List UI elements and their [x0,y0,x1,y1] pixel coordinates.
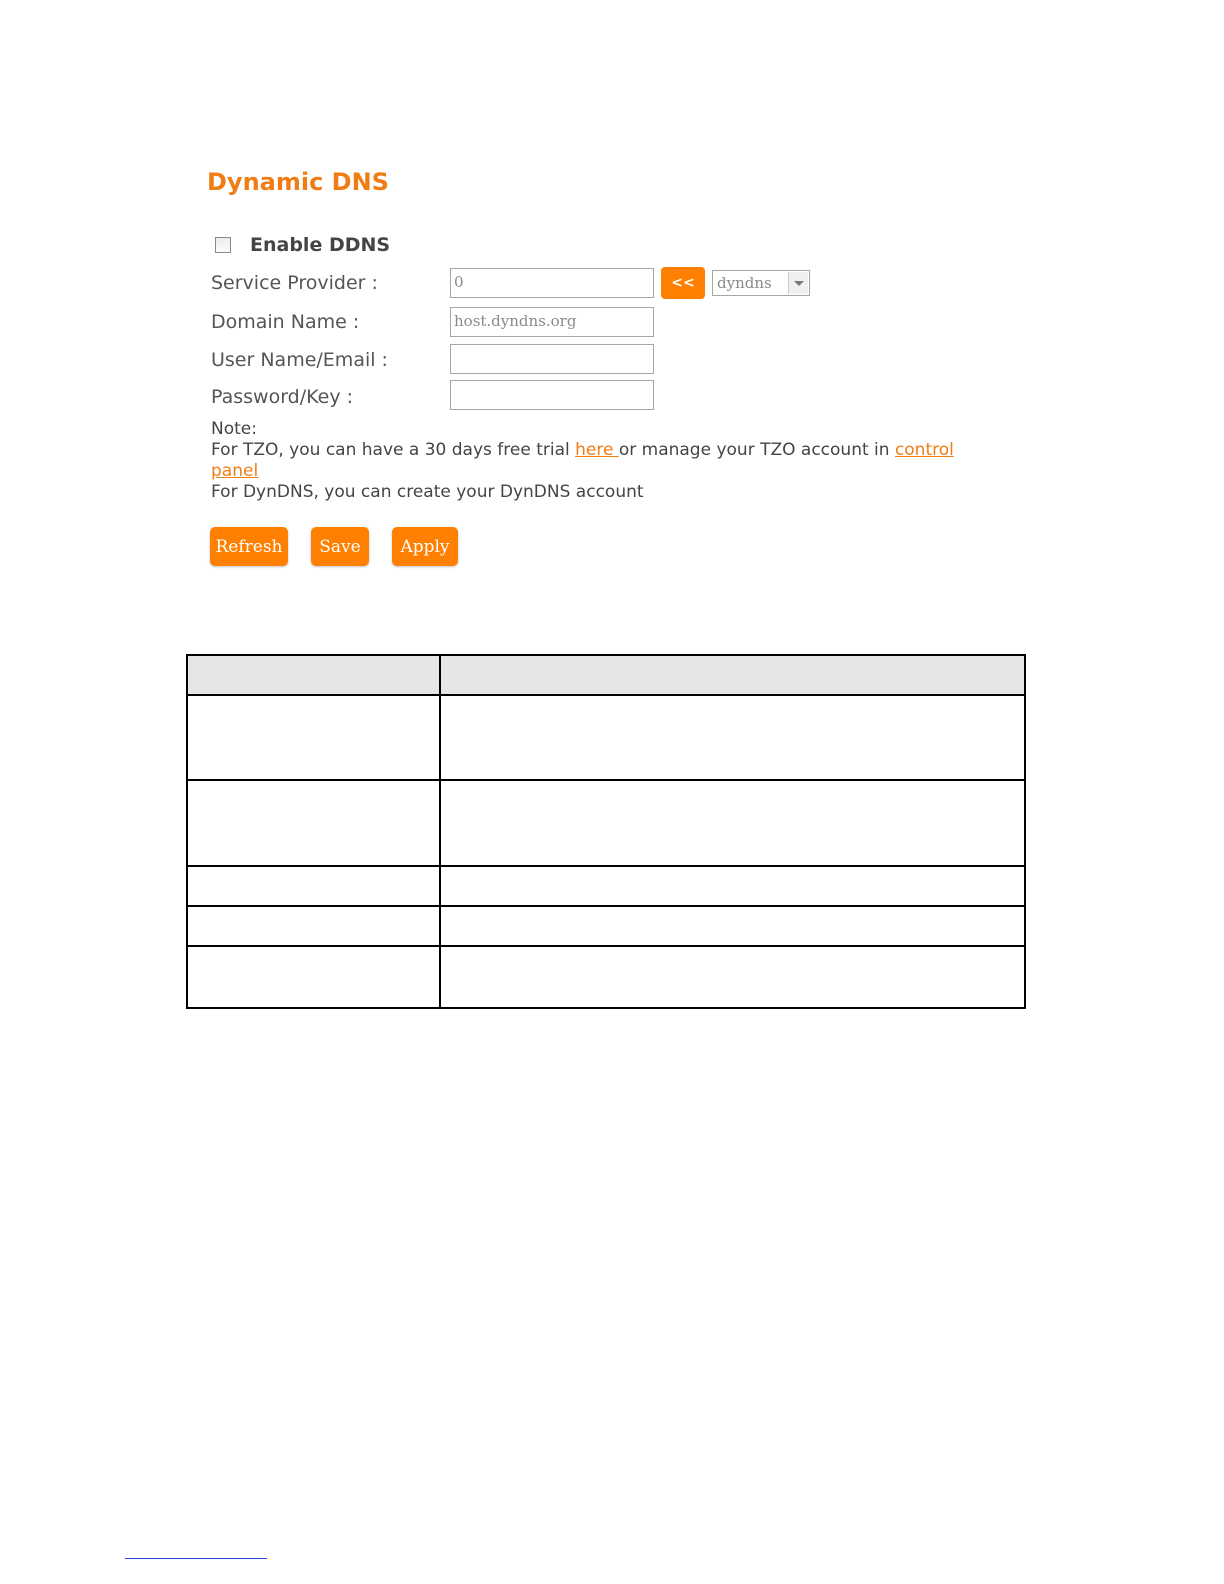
note-tzo-line [211,440,971,482]
table-cell [440,946,1025,1008]
table-cell [187,780,440,866]
note-tzo-text: For TZO, you can have a 30 days free trial [211,440,576,460]
tzo-trial-link[interactable]: here [575,440,619,460]
enable-ddns-label: Enable DDNS [250,234,391,256]
user-name-input[interactable] [450,344,654,374]
domain-name-label: Domain Name : [211,311,360,333]
user-name-label: User Name/Email : [211,349,388,371]
description-table [186,654,1026,1009]
refresh-button[interactable]: Refresh [210,527,288,566]
note-block [211,419,971,503]
note-tzo-middle-text: or manage your TZO account in [618,440,895,460]
table-cell [440,780,1025,866]
table-cell [440,866,1025,906]
save-button[interactable]: Save [311,527,369,566]
table-header-cell [187,655,440,695]
provider-select-value: dyndns [717,274,772,292]
enable-ddns-row [215,233,390,257]
select-provider-button[interactable]: << [661,267,705,299]
table-cell [187,946,440,1008]
table-row [187,780,1025,866]
chevron-down-icon [788,272,808,294]
enable-ddns-checkbox[interactable] [215,237,231,253]
table-cell [187,695,440,780]
apply-button[interactable]: Apply [392,527,458,566]
table-header-cell [440,655,1025,695]
password-input[interactable] [450,380,654,410]
table-cell [187,906,440,946]
table-row [187,906,1025,946]
password-label: Password/Key : [211,386,354,408]
page-title: Dynamic DNS [207,168,389,196]
table-cell [187,866,440,906]
table-row [187,946,1025,1008]
table-cell [440,906,1025,946]
domain-name-input[interactable]: host.dyndns.org [450,307,654,337]
service-provider-label: Service Provider : [211,272,378,294]
footnote-separator [125,1558,267,1559]
note-dyndns-line: For DynDNS, you can create your DynDNS account [211,482,644,502]
service-provider-input[interactable]: 0 [450,268,654,298]
provider-select[interactable] [712,270,810,296]
table-row [187,866,1025,906]
table-row [187,695,1025,780]
note-heading: Note: [211,419,257,439]
table-cell [440,695,1025,780]
tzo-control-panel-link[interactable]: control panel [211,440,954,481]
table-header-row [187,655,1025,695]
